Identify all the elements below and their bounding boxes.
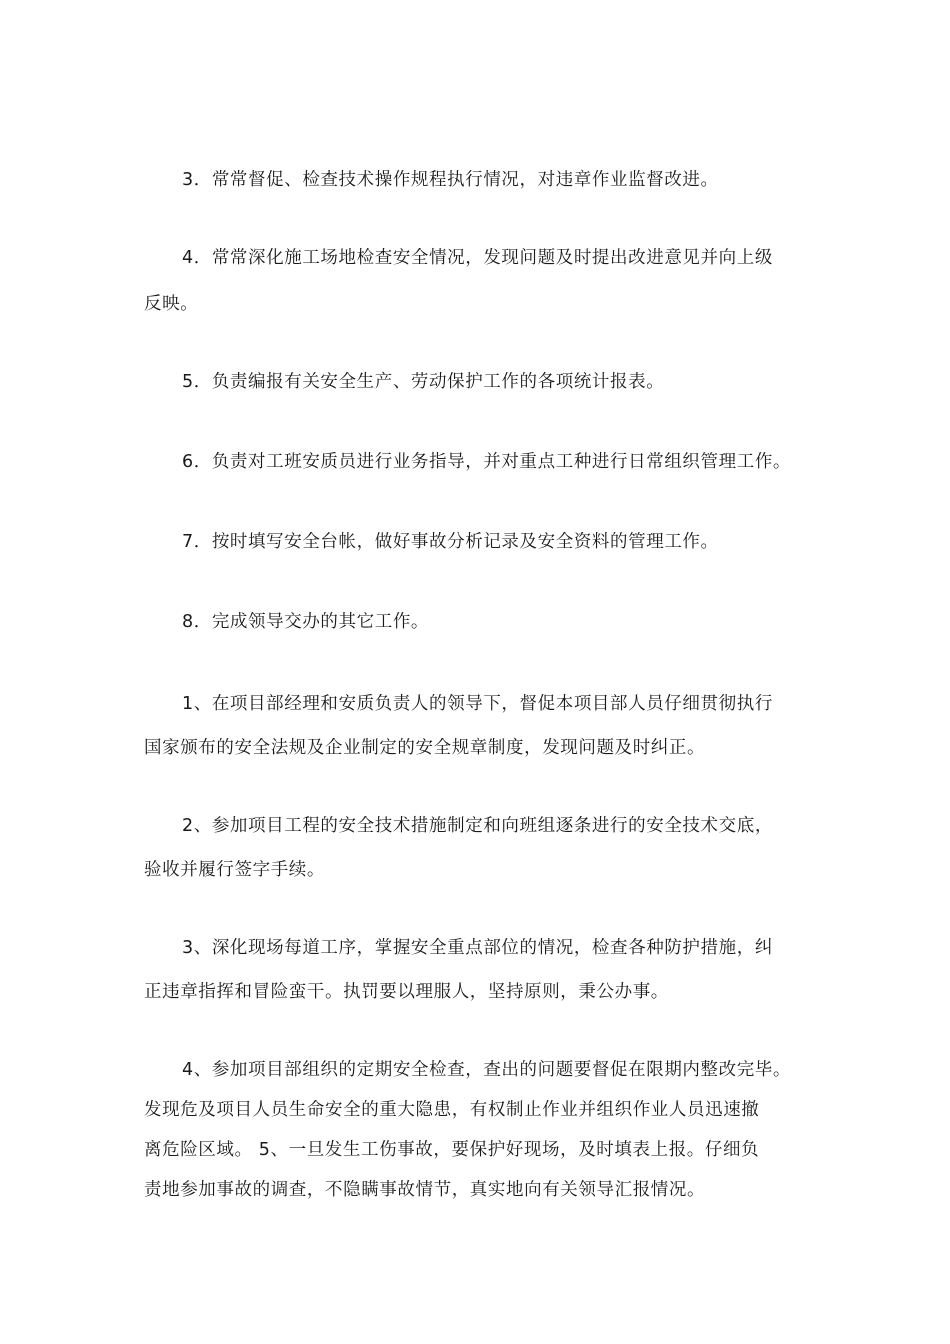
section2-item-2-line-2: 验收并履行签字手续。 xyxy=(144,860,325,880)
item-4-line-1: 4．常常深化施工场地检查安全情况，发现问题及时提出改进意见并向上级 xyxy=(182,248,773,268)
section2-item-4-line-3: 离危险区域。 5、一旦发生工伤事故，要保护好现场，及时填表上报。仔细负 xyxy=(144,1140,760,1160)
section2-item-3-line-1: 3、深化现场每道工序，掌握安全重点部位的情况，检查各种防护措施，纠 xyxy=(182,938,773,958)
item-8-line-1: 8．完成领导交办的其它工作。 xyxy=(182,612,430,632)
section2-item-1-line-1: 1、在项目部经理和安质负责人的领导下，督促本项目部人员仔细贯彻执行 xyxy=(182,694,773,714)
section2-item-2-line-1: 2、参加项目工程的安全技术措施制定和向班组逐条进行的安全技术交底， xyxy=(182,816,773,836)
section2-item-5-line-2: 责地参加事故的调查，不隐瞒事故情节，真实地向有关领导汇报情况。 xyxy=(144,1180,706,1200)
item-6-line-1: 6．负责对工班安质员进行业务指导，并对重点工种进行日常组织管理工作。 xyxy=(182,452,792,472)
section2-item-1-line-2: 国家颁布的安全法规及企业制定的安全规章制度，发现问题及时纠正。 xyxy=(144,738,706,758)
item-7-line-1: 7．按时填写安全台帐，做好事故分析记录及安全资料的管理工作。 xyxy=(182,532,719,552)
item-5-line-1: 5．负责编报有关安全生产、劳动保护工作的各项统计报表。 xyxy=(182,372,665,392)
section2-item-4-line-1: 4、参加项目部组织的定期安全检查，查出的问题要督促在限期内整改完毕。 xyxy=(182,1060,792,1080)
section2-item-3-line-2: 正违章指挥和冒险蛮干。执罚要以理服人，坚持原则，秉公办事。 xyxy=(144,982,669,1002)
section2-item-4-line-2: 发现危及项目人员生命安全的重大隐患，有权制止作业并组织作业人员迅速撤 xyxy=(144,1100,760,1120)
item-3-line-1: 3．常常督促、检查技术操作规程执行情况，对违章作业监督改进。 xyxy=(182,170,719,190)
item-4-line-2: 反映。 xyxy=(144,294,199,314)
